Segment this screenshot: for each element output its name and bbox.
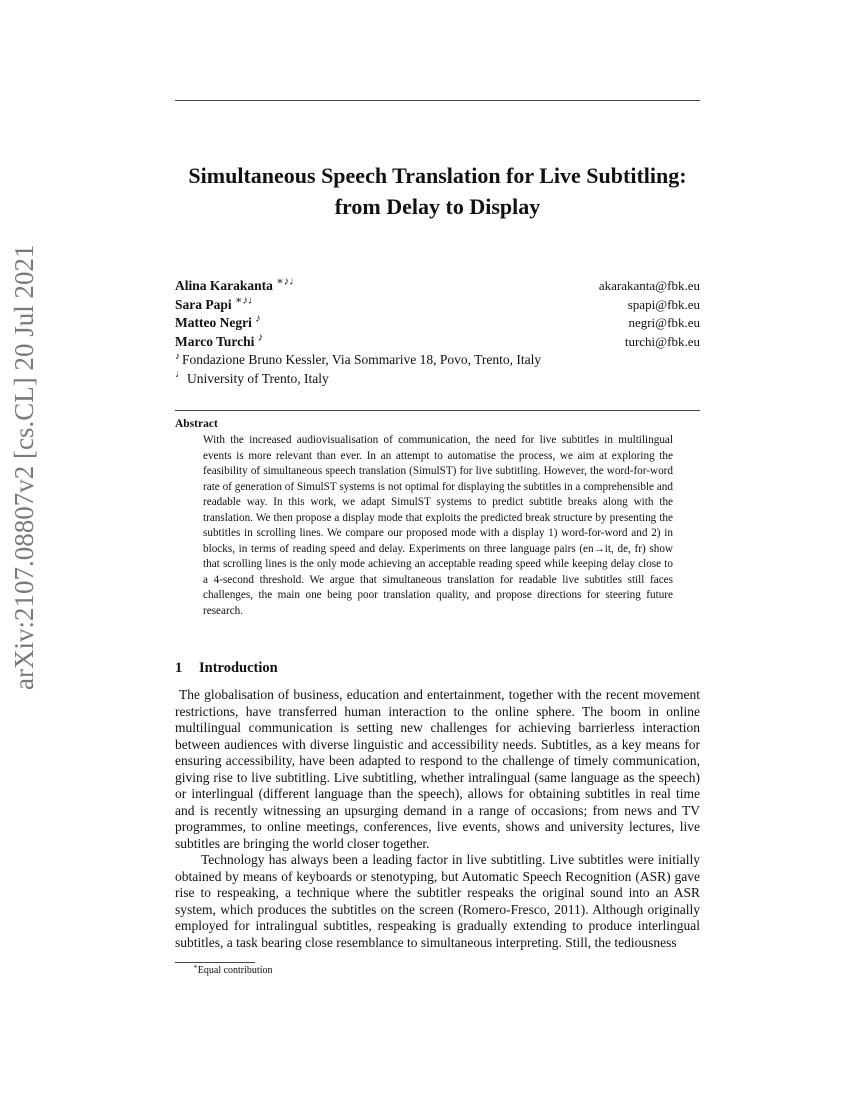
abstract-rule <box>175 410 700 411</box>
affiliation <box>175 370 700 389</box>
abstract-heading: Abstract <box>175 418 218 430</box>
author-email: turchi@fbk.eu <box>624 333 700 349</box>
footnote-text: Equal contribution <box>197 965 273 976</box>
author-marks: ♪ <box>255 312 261 325</box>
author-marks: ∗♪♩ <box>235 294 259 306</box>
author-name: Matteo Negri <box>175 315 252 330</box>
paper-title: Simultaneous Speech Translation for Live Subtitling: from Delay to Display <box>188 163 687 219</box>
section-heading <box>175 660 278 677</box>
footnote-rule <box>175 962 255 963</box>
author-email: spapi@fbk.eu <box>627 296 700 312</box>
paragraph: Technology has always been a leading factor in live subtitling. Live subtitles were initially obtained by means of keyboards or stenotyping, but Automatic Speech Recognition (ASR) gave rise to respeaking, a technique where the subtitler respeaks the original sound into an ASR system, which produces the subtitles on the screen (Romero-Fresco, 2011). Although originally employed for intralingual subtitles, respeaking is gradually extending to produce interlingual subtitles, a task bearing close resemblance to simultaneous interpreting. Still, the tediousness <box>175 852 700 950</box>
author-marks: ♪ <box>257 331 264 343</box>
author-block <box>175 277 700 388</box>
footnote-mark: ∗ <box>193 962 198 971</box>
author-email: negri@fbk.eu <box>628 315 700 330</box>
author-marks: ∗♪♩ <box>276 275 301 288</box>
author-email: akarakanta@fbk.eu <box>598 278 700 293</box>
author-name: Marco Turchi <box>175 333 255 349</box>
header-rule <box>175 100 700 101</box>
author-row <box>175 333 700 352</box>
author-row <box>175 296 700 315</box>
section-number: 1 <box>175 660 183 676</box>
author-name: Alina Karakanta <box>175 278 273 293</box>
author-row <box>175 277 700 296</box>
author-name: Sara Papi <box>175 296 232 312</box>
arxiv-identifier: arXiv:2107.08807v2 [cs.CL] 20 Jul 2021 <box>9 244 39 690</box>
author-row <box>175 314 700 333</box>
section-title: Introduction <box>199 660 278 676</box>
affiliation-text: Fondazione Bruno Kessler, Via Sommarive 18, Povo, Trento, Italy <box>182 352 542 367</box>
affiliation-text: University of Trento, Italy <box>187 370 329 386</box>
introduction-body <box>175 687 700 951</box>
footnote <box>193 962 273 976</box>
affiliation-mark: ♪ <box>175 350 180 362</box>
affiliation-mark: ♩ <box>175 369 185 380</box>
paragraph: The globalisation of business, education and entertainment, together with the recent movement restrictions, have transferred human interaction to the online sphere. The boom in online multilingual communication is setting new challenges for achieving barrierless interaction between audiences with diverse linguistic and accessibility needs. Subtitles, as a key means for ensuring accessibility, have been adapted to respond to the challenge of timely communication, giving rise to live subtitling. Live subtitling, whether intralingual (same language as the speech) or interlingual (different language than the speech), allows for obtaining subtitles in real time and is recently witnessing an upsurging demand in a range of occasions; from news and TV programmes, to online meetings, conferences, live events, shows and university lectures, live subtitles are bringing the world closer together. <box>175 687 700 851</box>
abstract-text: With the increased audiovisualisation of communication, the need for live subtitles in multilingual events is more relevant than ever. In an attempt to automatise the process, we aim at exploring the feasibility of simultaneous speech translation (SimulST) for live subtitling. However, the word-for-word rate of generation of SimulST systems is not optimal for displaying the subtitles in a comprehensible and readable way. In this work, we adapt SimulST systems to predict subtitle breaks along with the translation. We then propose a display mode that exploits the predicted break structure by presenting the subtitles in scrolling lines. We compare our proposed mode with a display 1) word-for-word and 2) in blocks, in terms of reading speed and delay. Experiments on three language pairs (en→it, de, fr) show that scrolling lines is the only mode achieving an acceptable reading speed while keeping delay close to a 4-second threshold. We argue that simultaneous translation for readable live subtitles still faces challenges, the main one being poor translation quality, and propose directions for steering future research. <box>203 434 673 617</box>
affiliation <box>175 351 700 370</box>
